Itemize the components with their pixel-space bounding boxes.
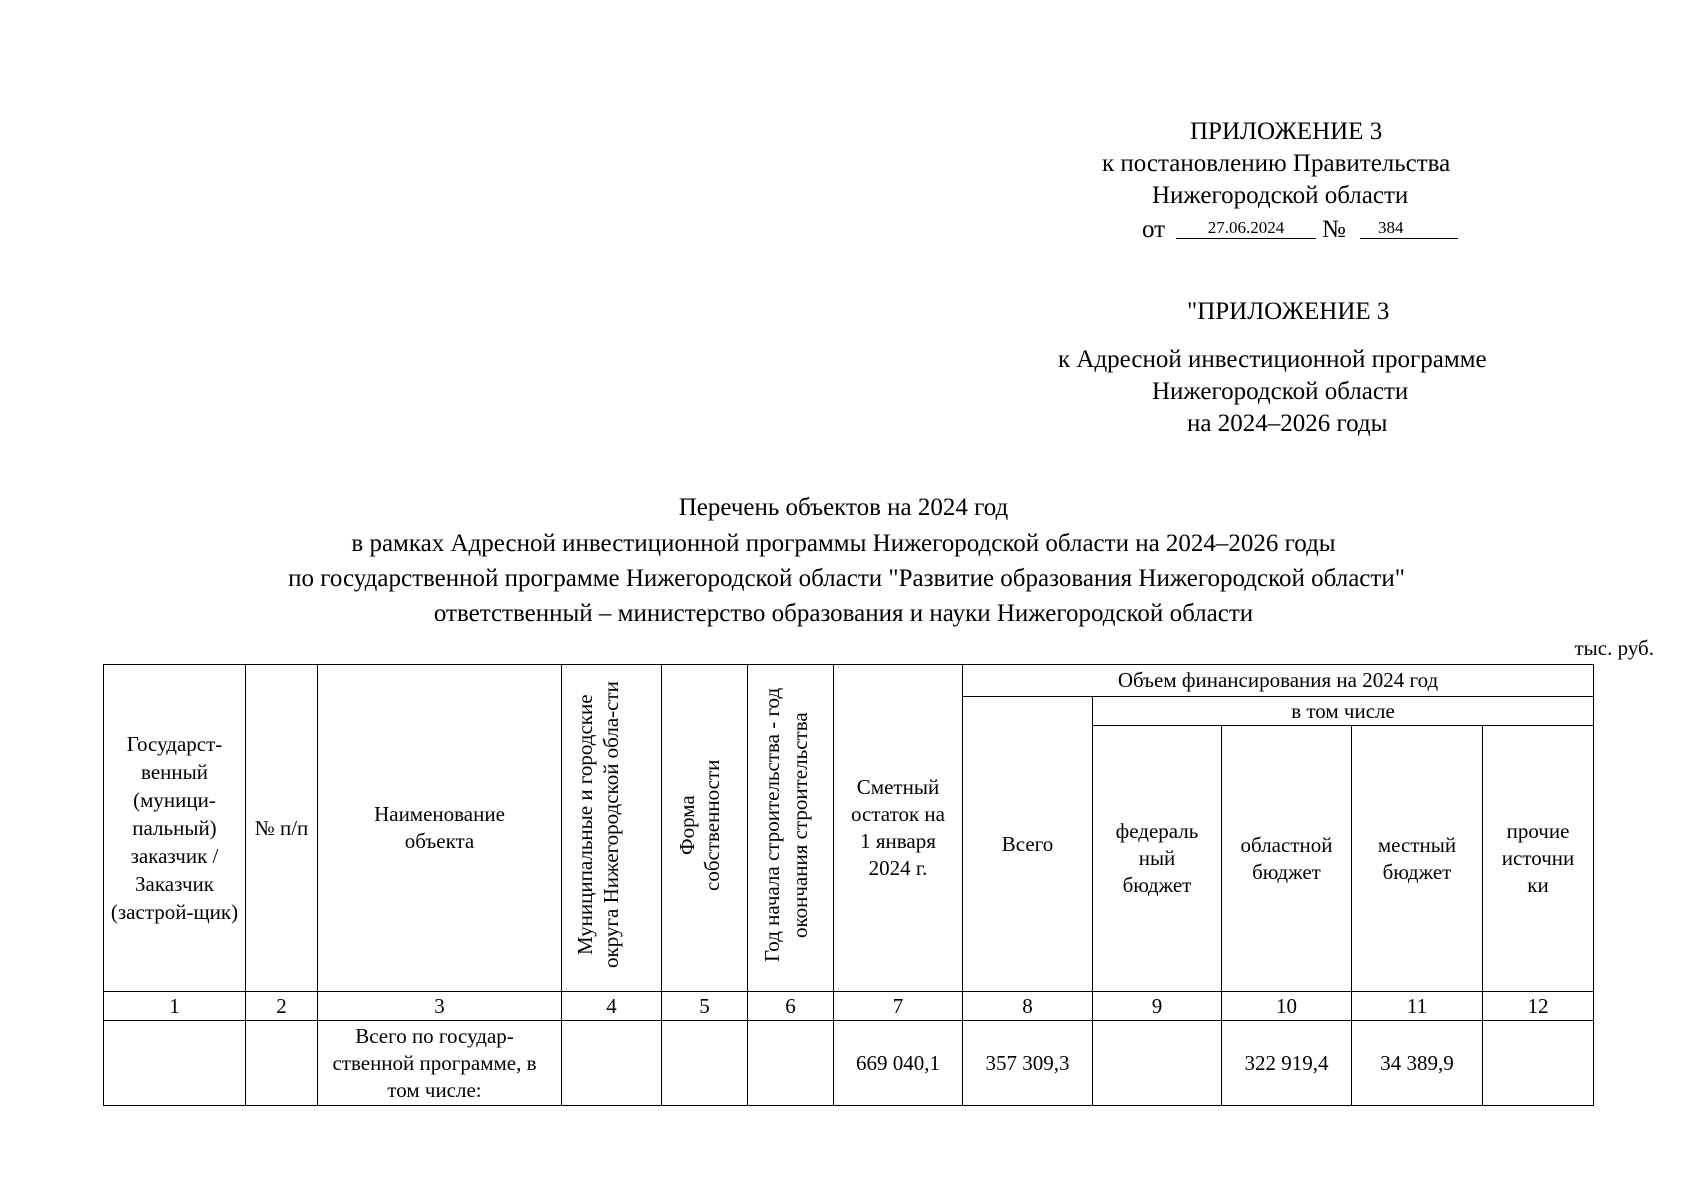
cell-name: Всего по государ-ственной программе, в том числе: <box>318 1021 562 1106</box>
column-number: 1 <box>104 992 246 1021</box>
number-label: № <box>1322 216 1346 243</box>
cell-estimate: 669 040,1 <box>834 1021 963 1106</box>
quoted-appendix-line-3: Нижегородской области <box>1152 378 1409 405</box>
cell-total: 357 309,3 <box>963 1021 1093 1106</box>
cell-years <box>748 1021 834 1106</box>
header-regional: областной бюджет <box>1222 726 1352 992</box>
cell-number <box>246 1021 318 1106</box>
appendix-title: ПРИЛОЖЕНИЕ 3 <box>1190 118 1383 145</box>
appendix-line-3: Нижегородской области <box>1152 182 1409 209</box>
cell-federal <box>1093 1021 1222 1106</box>
column-number: 10 <box>1222 992 1352 1021</box>
appendix-line-2: к постановлению Правительства <box>1102 150 1451 177</box>
cell-customer <box>104 1021 246 1106</box>
heading-line-1: Перечень объектов на 2024 год <box>678 494 1009 521</box>
heading-line-3: по государственной программе Нижегородской области "Развитие образования Нижегородской области" <box>288 565 1405 592</box>
header-other: прочие источни ки <box>1483 726 1594 992</box>
quoted-appendix-line-2: к Адресной инвестиционной программе <box>1058 346 1487 373</box>
column-number: 6 <box>748 992 834 1021</box>
resolution-number: 384 <box>1360 218 1458 239</box>
quoted-appendix-title: "ПРИЛОЖЕНИЕ 3 <box>1187 298 1390 325</box>
header-name: Наименование объекта <box>318 665 562 992</box>
units-label: тыс. руб. <box>1574 636 1654 660</box>
resolution-date: 27.06.2024 <box>1176 218 1316 239</box>
header-including: в том числе <box>1093 697 1594 726</box>
heading-line-2: в рамках Адресной инвестиционной программы Нижегородской области на 2024–2026 годы <box>351 530 1336 557</box>
column-number: 8 <box>963 992 1093 1021</box>
heading-line-4: ответственный – министерство образования и науки Нижегородской области <box>433 600 1254 627</box>
quoted-appendix-line-4: на 2024–2026 годы <box>1187 410 1388 437</box>
header-customer: Государст-венный (муници-пальный) заказчик / Заказчик (застрой-щик) <box>104 665 246 992</box>
cell-regional: 322 919,4 <box>1222 1021 1352 1106</box>
header-number: № п/п <box>246 665 318 992</box>
header-years: Год начала строительства - год окончания строительства <box>748 665 834 992</box>
column-numbers-row <box>104 992 1594 1021</box>
table-row <box>104 1021 1594 1106</box>
column-number: 2 <box>246 992 318 1021</box>
cell-other <box>1483 1021 1594 1106</box>
cell-districts <box>562 1021 662 1106</box>
cell-ownership <box>662 1021 748 1106</box>
column-number: 5 <box>662 992 748 1021</box>
header-total: Всего <box>963 697 1093 992</box>
from-label: от <box>1142 216 1166 243</box>
header-local: местный бюджет <box>1352 726 1483 992</box>
objects-table <box>103 664 1594 1106</box>
column-number: 11 <box>1352 992 1483 1021</box>
header-ownership: Форма собственности <box>662 665 748 992</box>
header-financing: Объем финансирования на 2024 год <box>963 665 1594 697</box>
cell-local: 34 389,9 <box>1352 1021 1483 1106</box>
column-number: 9 <box>1093 992 1222 1021</box>
column-number: 3 <box>318 992 562 1021</box>
header-estimate: Сметный остаток на 1 января 2024 г. <box>834 665 963 992</box>
header-districts: Муниципальные и городские округа Нижегородской обла-сти <box>562 665 662 992</box>
header-federal: федераль ный бюджет <box>1093 726 1222 992</box>
column-number: 7 <box>834 992 963 1021</box>
column-number: 12 <box>1483 992 1594 1021</box>
column-number: 4 <box>562 992 662 1021</box>
